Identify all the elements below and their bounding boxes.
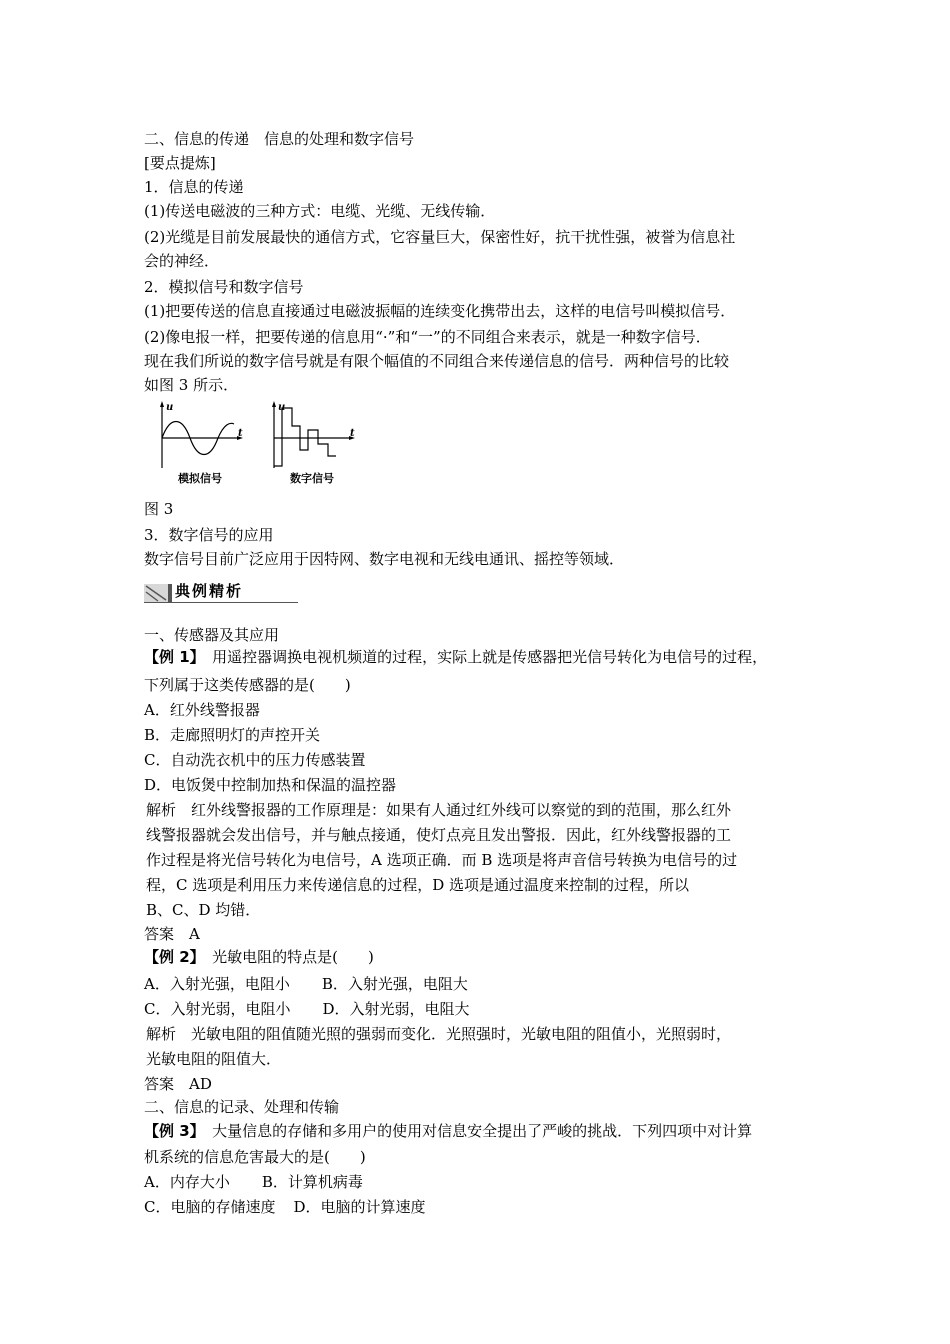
digital-u-arrow: [272, 401, 276, 407]
digital-signal-label: 数字信号: [290, 472, 334, 485]
example-1-stem-line-2: 下列属于这类传感器的是( ): [144, 676, 351, 694]
example-1-option-c: C．自动洗衣机中的压力传感装置: [144, 751, 366, 769]
key-points-label: [要点提炼]: [144, 154, 216, 172]
point-3-line-1: 数字信号目前广泛应用于因特网、数字电视和无线电通讯、摇控等领域．: [144, 550, 625, 568]
point-2-title: 2．模拟信号和数字信号: [144, 278, 304, 296]
example-2-option-c: C．入射光弱，电阻小: [144, 1000, 291, 1018]
analog-u-label: u: [166, 402, 174, 413]
section-2-heading: 一、传感器及其应用: [144, 626, 280, 644]
example-3-options-row-1: [144, 1171, 363, 1193]
example-2-answer: 答案 AD: [144, 1075, 212, 1093]
example-2-option-d: D．入射光弱，电阻大: [322, 1000, 470, 1018]
example-3-option-b: B．计算机病毒: [261, 1173, 363, 1191]
example-3-tag: 【例 3】: [144, 1122, 198, 1140]
banner-title: 典例精析: [175, 582, 244, 600]
digital-wave: [274, 408, 336, 466]
point-1-line-3: 会的神经．: [144, 252, 220, 270]
example-1-option-d: D．电饭煲中控制加热和保温的温控器: [144, 776, 397, 794]
point-2-line-2: (2)像电报一样，把要传递的信息用“·”和“一”的不同组合来表示，就是一种数字信号．: [144, 328, 711, 346]
digital-u-label: u: [278, 402, 286, 413]
analog-signal-label: 模拟信号: [178, 472, 222, 485]
example-1-explanation-3: 作过程是将光信号转化为电信号，A 选项正确．而 B 选项是将声音信号转换为电信号的过: [146, 851, 738, 869]
analog-t-label: t: [238, 428, 243, 439]
point-1-title: 1．信息的传递: [144, 178, 244, 196]
example-3-option-c: C．电脑的存储速度: [144, 1198, 276, 1216]
example-1-explanation-4: 程，C 选项是利用压力来传递信息的过程，D 选项是通过温度来控制的过程，所以: [146, 876, 690, 894]
point-2-line-1: (1)把要传送的信息直接通过电磁波振幅的连续变化携带出去，这样的电信号叫模拟信号．: [144, 302, 736, 320]
example-3-option-d: D．电脑的计算速度: [293, 1198, 426, 1216]
example-1-tag: 【例 1】: [144, 648, 198, 666]
example-1-explanation-5: B、C、D 均错．: [146, 901, 261, 919]
example-1-answer: 答案 A: [144, 925, 200, 943]
example-2-option-a: A．入射光强，电阻小: [144, 975, 290, 993]
example-3-stem-line-2: 机系统的信息危害最大的是( ): [144, 1148, 366, 1166]
point-2-line-4: 如图 3 所示．: [144, 376, 239, 394]
example-2-option-b: B．入射光强，电阻大: [321, 975, 468, 993]
digital-t-label: t: [350, 428, 355, 439]
example-1-explanation-2: 线警报器就会发出信号，并与触点接通，使灯点亮且发出警报．因此，红外线警报器的工: [146, 826, 732, 844]
point-1-line-2: (2)光缆是目前发展最快的通信方式，它容量巨大，保密性好，抗干扰性强，被誉为信息社: [144, 228, 736, 246]
example-2-options-row-1: [144, 973, 468, 995]
example-1-option-a: A．红外线警报器: [144, 701, 260, 719]
example-1-stem-a: 用遥控器调换电视机频道的过程，实际上就是传感器把光信号转化为电信号的过程，: [197, 648, 768, 666]
example-3-stem-a: 大量信息的存储和多用户的使用对信息安全提出了严峻的挑战．下列四项中对计算: [197, 1122, 753, 1140]
section-2-heading-2: 二、信息的记录、处理和传输: [144, 1098, 340, 1116]
example-1-option-b: B．走廊照明灯的声控开关: [144, 726, 321, 744]
example-2-explanation-2: 光敏电阻的阻值大．: [146, 1050, 282, 1068]
point-1-line-1: (1)传送电磁波的三种方式：电缆、光缆、无线传输．: [144, 202, 496, 220]
example-3-stem-line-1: [144, 1120, 752, 1142]
example-1-stem-line-1: [144, 646, 767, 668]
example-2-tag: 【例 2】: [144, 948, 198, 966]
example-1-explanation-1: 解析 红外线警报器的工作原理是：如果有人通过红外线可以察觉的到的范围，那么红外: [146, 801, 732, 819]
example-3-options-row-2: [144, 1196, 426, 1218]
analog-u-arrow: [160, 401, 164, 407]
point-3-title: 3．数字信号的应用: [144, 526, 274, 544]
example-2-stem-text: 光敏电阻的特点是( ): [197, 948, 374, 966]
example-2-options-row-2: [144, 998, 470, 1020]
point-2-line-3: 现在我们所说的数字信号就是有限个幅值的不同组合来传递信息的信号．两种信号的比较: [144, 352, 730, 370]
signal-figure: [152, 398, 364, 488]
banner-underline: [144, 602, 298, 603]
figure-caption: 图 3: [144, 500, 174, 518]
section-heading: 二、信息的传递 信息的处理和数字信号: [144, 130, 415, 148]
example-3-option-a: A．内存大小: [144, 1173, 230, 1191]
example-2-explanation-1: 解析 光敏电阻的阻值随光照的强弱而变化．光照强时，光敏电阻的阻值小，光照弱时，: [146, 1025, 732, 1043]
example-2-stem: [144, 946, 374, 968]
